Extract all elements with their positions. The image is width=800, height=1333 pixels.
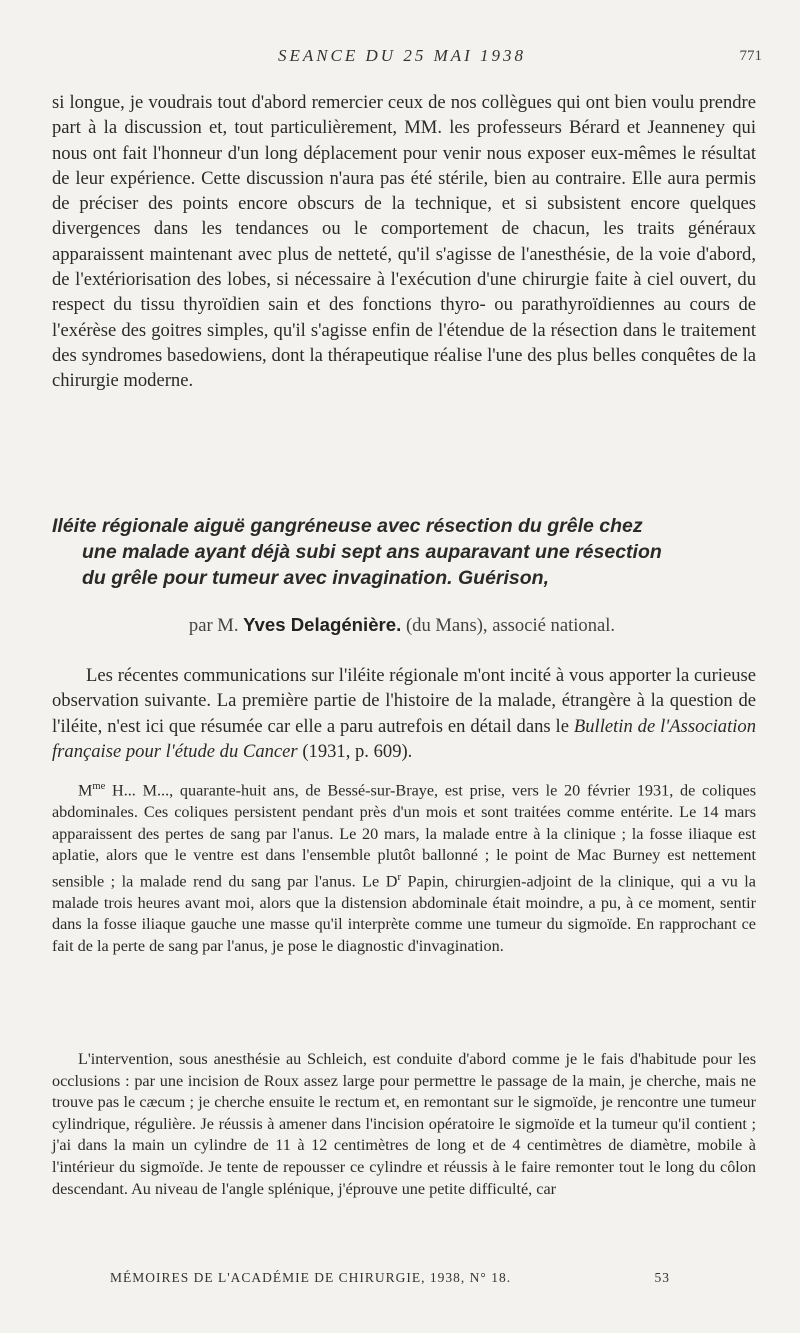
lead-paragraph (52, 663, 756, 765)
case-m-sup: me (92, 781, 106, 792)
byline-prefix: par M. (188, 615, 239, 636)
case-m-abbrev: M (78, 781, 93, 800)
article-title (52, 513, 752, 591)
intro-paragraph: si longue, je voudrais tout d'abord remercier ceux de nos collègues qui ont bien voulu prendre part à la discussion et, tout particulièrement, MM. les professeurs Bérard et Jeanneney qui nous ont fait l'honneur d'un long déplacement pour venir nous exposer eux-mêmes le résultat de leur expérience. Cette discussion n'aura pas été stérile, bien au contraire. Elle aura permis de préciser des points encore obscurs de la technique, et si subsistent encore quelques divergences dans les tendances ou le comportement de chacun, les traits généraux apparaissent maintenant avec plus de netteté, qu'il s'agisse de l'anesthésie, de la voie d'abord, de l'extériorisation des lobes, si nécessaire à l'exécution d'une chirurgie faite à ciel ouvert, du respect du tissu thyroïdien sain et des fonctions thyro- ou parathyroïdiennes au cours de l'exérèse des goitres simples, qu'il s'agisse enfin de l'étendue de la résection dans le traitement des syndromes basedowiens, dont la thérapeutique réalise l'une des plus belles conquêtes de la chirurgie moderne. (52, 92, 756, 392)
case-text-a: H... M..., quarante-huit ans, de Bessé-sur-Braye, est prise, vers le 20 février 1931, de coliques abdominales. Ces coliques persistent pendant près d'un mois et sont traitées comme entérite. Le 14 mars apparaissent des pertes de sang par l'anus. Le 20 mars, la malade entre à la clinique ; la fosse iliaque est aplatie, alors que le ventre est dans l'ensemble plutôt ballonné ; le point de Mac Burney est nettement sensible ; la malade rend du sang par l'anus. Le D (52, 781, 756, 891)
lead-text-before: Les récentes communications sur l'iléite régionale m'ont incité à vous apporter la curieuse observation suivante. La première partie de l'histoire de la malade, étrangère à la question de l'iléite, n'est ici que résumée car elle a paru autrefois en détail dans le (52, 665, 756, 737)
page-footer (110, 1270, 670, 1286)
footer-sheet-number: 53 (654, 1270, 670, 1285)
running-title: SEANCE DU 25 MAI 1938 (277, 46, 527, 65)
page-number: 771 (739, 48, 762, 64)
footer-citation: MÉMOIRES DE L'ACADÉMIE DE CHIRURGIE, 1938, N° 18. (110, 1270, 512, 1285)
running-header (52, 46, 762, 72)
article-title-line-1: Iléite régionale aiguë gangréneuse avec résection du grêle chez (52, 515, 643, 537)
journal-title: Bulletin de l'Association française pour l'étude du Cancer (52, 715, 757, 763)
article-title-line-2: une malade ayant déjà subi sept ans auparavant une résection (82, 541, 662, 563)
article-title-line-3: du grêle pour tumeur avec invagination. Guérison, (82, 567, 550, 589)
lead-text-after: (1931, p. 609). (302, 741, 413, 763)
byline (52, 612, 752, 639)
case-dr-sup: r (397, 871, 401, 883)
byline-suffix: (du Mans), associé national. (405, 615, 616, 636)
case-paragraph (52, 776, 756, 958)
intervention-paragraph: L'intervention, sous anesthésie au Schleich, est conduite d'abord comme je le fais d'habitude pour les occlusions : par une incision de Roux assez large pour permettre le passage de la main, je cherche, mais ne trouve pas le cæcum ; je cherche ensuite le rectum et, en remontant sur le sigmoïde, je rencontre une tumeur cylindrique, régulière. Je réussis à amener dans l'incision opératoire le sigmoïde et la tumeur qu'il contient ; j'ai dans la main un cylindre de 11 à 12 centimètres de long et de 4 centimètres de diamètre, mobile à l'intérieur du sigmoïde. Je tente de repousser ce cylindre et réussis à le faire remonter tout le long du côlon descendant. Au niveau de l'angle splénique, j'éprouve une petite difficulté, car (52, 1050, 756, 1198)
author-name: Yves Delagénière. (243, 614, 402, 635)
case-text-b: Papin, chirurgien-adjoint de la clinique, qui a vu la malade trois heures avant moi, alors que la distension abdominale était moindre, a pu, à ce moment, sentir dans la fosse iliaque gauche une masse qu'il interprète comme une tumeur du sigmoïde. En rapprochant ce fait de la perte de sang par l'anus, je pose le diagnostic d'invagination. (52, 872, 756, 955)
